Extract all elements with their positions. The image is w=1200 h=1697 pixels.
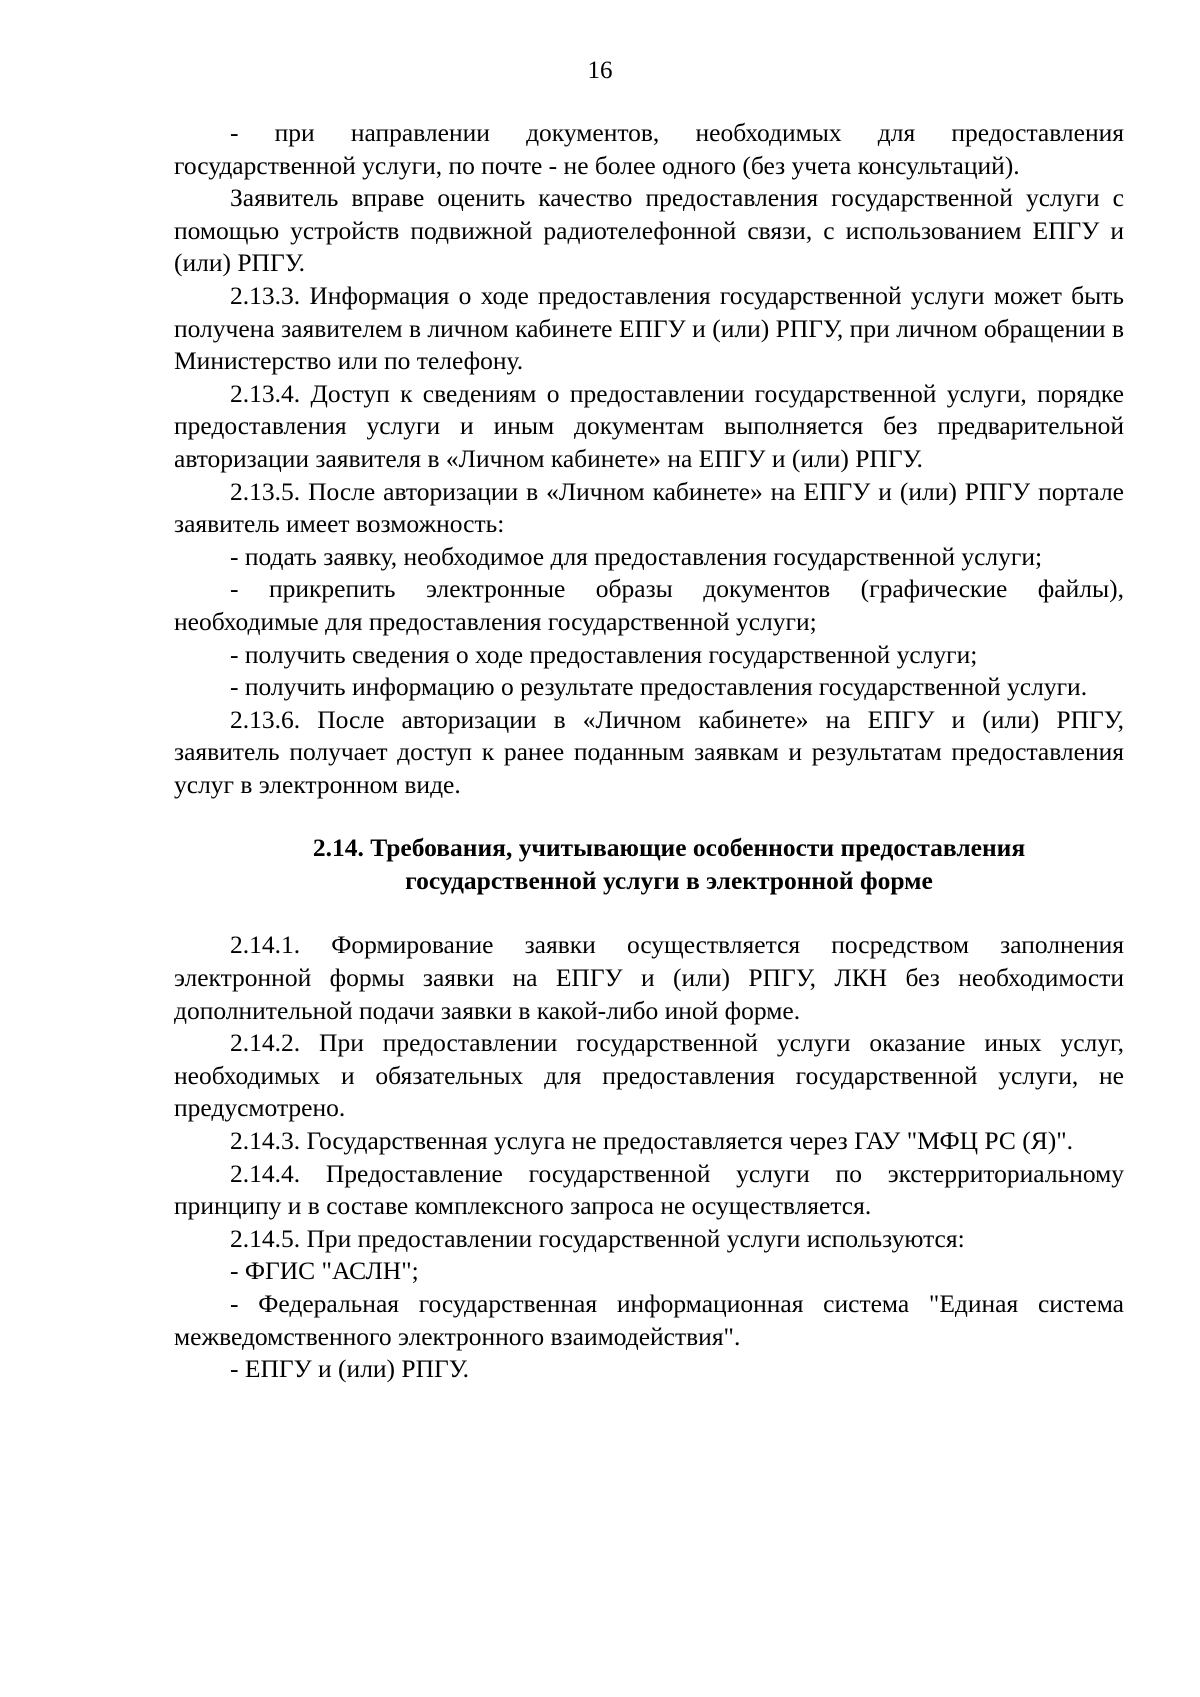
page-number: 16 (587, 57, 613, 84)
paragraph: 2.13.5. После авторизации в «Личном кабинете» на ЕПГУ и (или) РПГУ портале заявитель имеет возможность: (174, 476, 1124, 539)
list-item: - Федеральная государственная информационная система "Единая система межведомственного электронного взаимодействия". (174, 1289, 1124, 1351)
paragraph: - при направлении документов, необходимых для предоставления государственной услуги, по почте - не более одного (без учета консультаций). (174, 118, 1124, 180)
section-heading (174, 831, 1124, 897)
list-item: - ФГИС "АСЛН"; (230, 1256, 419, 1286)
list-item: - подать заявку, необходимое для предоставления государственной услуги; (230, 541, 1043, 571)
list-item: - ЕПГУ и (или) РПГУ. (230, 1354, 470, 1384)
paragraph: 2.14.3. Государственная услуга не предоставляется через ГАУ "МФЦ РС (Я)". (230, 1126, 1074, 1156)
paragraph: 2.13.6. После авторизации в «Личном кабинете» на ЕПГУ и (или) РПГУ, заявитель получает доступ к ранее поданным заявкам и результатам предоставления услуг в электронном виде. (174, 704, 1124, 799)
paragraph: 2.14.1. Формирование заявки осуществляется посредством заполнения электронной формы заявки на ЕПГУ и (или) РПГУ, ЛКН без необходимости дополнительной подачи заявки в какой-либо иной форме. (174, 930, 1124, 1025)
paragraph: Заявитель вправе оценить качество предоставления государственной услуги с помощью устройств подвижной радиотелефонной связи, с использованием ЕПГУ и (или) РПГУ. (174, 183, 1124, 278)
section-heading-line-2: государственной услуги в электронной форме (405, 866, 933, 896)
list-item: - получить сведения о ходе предоставления государственной услуги; (230, 639, 978, 669)
section-heading-line-1: 2.14. Требования, учитывающие особенности предоставления (312, 833, 1026, 863)
paragraph: 2.14.5. При предоставлении государственной услуги используются: (230, 1223, 965, 1253)
paragraph: 2.14.2. При предоставлении государственной услуги оказание иных услуг, необходимых и обязательных для предоставления государственной услуги, не предусмотрено. (174, 1028, 1124, 1123)
paragraph: 2.14.4. Предоставление государственной услуги по экстерриториальному принципу и в составе комплексного запроса не осуществляется. (174, 1158, 1124, 1221)
list-item: - прикрепить электронные образы документов (графические файлы), необходимые для предоставления государственной услуги; (174, 574, 1124, 636)
paragraph: 2.13.4. Доступ к сведениям о предоставлении государственной услуги, порядке предоставления услуги и иным документам выполняется без предварительной авторизации заявителя в «Личном кабинете» на ЕПГУ и (или) РПГУ. (174, 378, 1124, 473)
list-item: - получить информацию о результате предоставления государственной услуги. (230, 672, 1088, 702)
document-body (174, 117, 1124, 1386)
paragraph: 2.13.3. Информация о ходе предоставления государственной услуги может быть получена заявителем в личном кабинете ЕПГУ и (или) РПГУ, при личном обращении в Министерство или по телефону. (174, 280, 1124, 376)
